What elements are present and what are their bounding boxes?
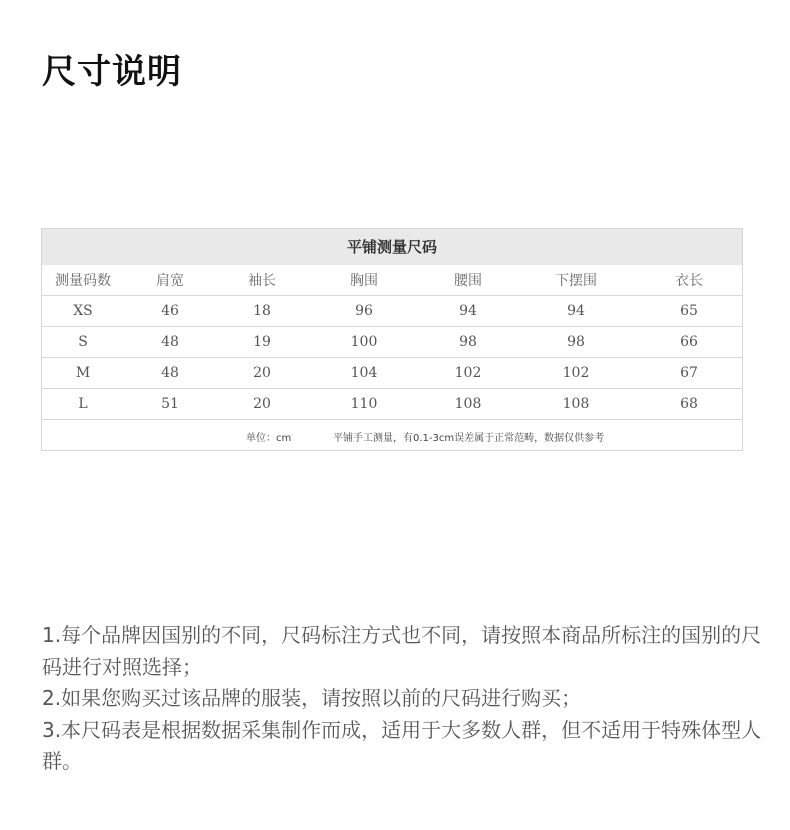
table-row: [42, 389, 742, 420]
column-header: 测量码数: [42, 265, 124, 296]
unit-note: 单位：cm: [246, 433, 292, 444]
table-cell: 104: [308, 358, 420, 389]
table-cell: 67: [636, 358, 742, 389]
table-row: [42, 296, 742, 327]
column-header: 腰围: [420, 265, 516, 296]
column-header: 胸围: [308, 265, 420, 296]
table-cell: 65: [636, 296, 742, 327]
table-row: [42, 358, 742, 389]
size-chart-title: 平铺测量尺码: [42, 229, 742, 265]
size-notes: [42, 620, 762, 778]
table-cell: M: [42, 358, 124, 389]
column-header: 下摆围: [516, 265, 636, 296]
table-cell: 108: [420, 389, 516, 420]
note-item: 1.每个品牌因国别的不同，尺码标注方式也不同，请按照本商品所标注的国别的尺码进行对照选择；: [42, 623, 762, 679]
table-cell: 48: [124, 327, 216, 358]
size-table: [42, 265, 742, 420]
table-cell: L: [42, 389, 124, 420]
table-cell: 66: [636, 327, 742, 358]
table-cell: 20: [216, 389, 308, 420]
table-cell: XS: [42, 296, 124, 327]
table-cell: 98: [420, 327, 516, 358]
table-cell: 96: [308, 296, 420, 327]
table-cell: 51: [124, 389, 216, 420]
table-cell: 48: [124, 358, 216, 389]
table-cell: 94: [516, 296, 636, 327]
table-cell: 46: [124, 296, 216, 327]
table-cell: 18: [216, 296, 308, 327]
table-cell: 100: [308, 327, 420, 358]
measurement-note: 平铺手工测量，有0.1-3cm误差属于正常范畴，数据仅供参考: [333, 433, 605, 444]
table-cell: 108: [516, 389, 636, 420]
table-row: [42, 327, 742, 358]
column-header: 衣长: [636, 265, 742, 296]
table-cell: 110: [308, 389, 420, 420]
table-cell: 94: [420, 296, 516, 327]
size-table-footnote: [42, 420, 742, 450]
table-cell: 98: [516, 327, 636, 358]
table-cell: S: [42, 327, 124, 358]
note-item: 3.本尺码表是根据数据采集制作而成，适用于大多数人群，但不适用于特殊体型人群。: [42, 717, 762, 773]
column-header: 肩宽: [124, 265, 216, 296]
table-cell: 102: [420, 358, 516, 389]
page-title: 尺寸说明: [42, 52, 182, 92]
table-cell: 102: [516, 358, 636, 389]
column-header: 袖长: [216, 265, 308, 296]
note-item: 2.如果您购买过该品牌的服装，请按照以前的尺码进行购买；: [42, 686, 582, 710]
table-cell: 19: [216, 327, 308, 358]
size-chart: [41, 228, 743, 451]
size-table-header-row: [42, 265, 742, 296]
table-cell: 20: [216, 358, 308, 389]
table-cell: 68: [636, 389, 742, 420]
